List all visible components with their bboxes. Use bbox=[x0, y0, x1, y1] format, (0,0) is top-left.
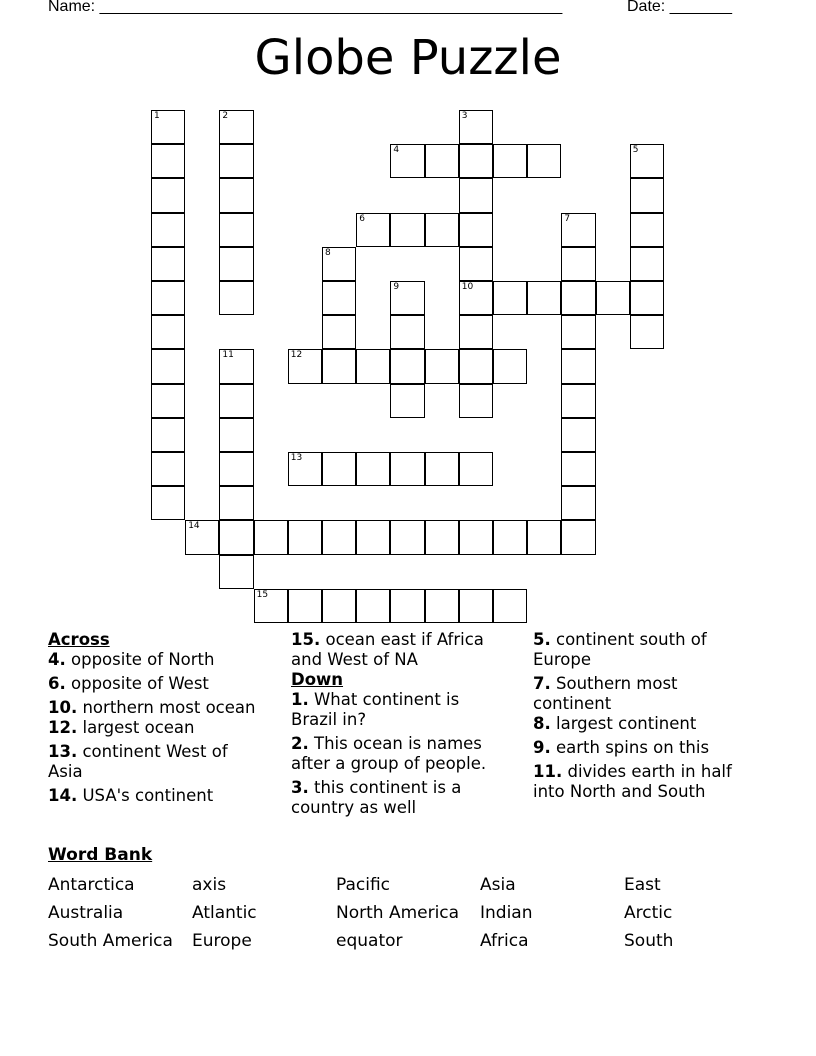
crossword-cell[interactable] bbox=[151, 486, 185, 520]
crossword-cell[interactable] bbox=[425, 589, 459, 623]
crossword-cell[interactable] bbox=[459, 315, 493, 349]
clues-column-2 bbox=[291, 630, 516, 822]
crossword-cell[interactable] bbox=[527, 144, 561, 178]
word-bank-item: Atlantic bbox=[192, 903, 257, 923]
crossword-cell[interactable] bbox=[390, 315, 424, 349]
clue-number: 6 bbox=[359, 213, 365, 224]
word-bank-item: Africa bbox=[480, 931, 529, 951]
crossword-cell[interactable] bbox=[459, 349, 493, 383]
crossword-cell[interactable] bbox=[322, 589, 356, 623]
word-bank-item: Pacific bbox=[336, 875, 391, 895]
crossword-cell[interactable] bbox=[219, 213, 253, 247]
clue-across-6: 6. opposite of West bbox=[48, 674, 209, 693]
word-bank-item: Asia bbox=[480, 875, 516, 895]
crossword-cell[interactable] bbox=[425, 144, 459, 178]
crossword-cell[interactable] bbox=[219, 178, 253, 212]
clue-down-1: 1. What continent is Brazil in? bbox=[291, 690, 460, 729]
crossword-cell[interactable] bbox=[219, 110, 253, 144]
crossword-cell[interactable] bbox=[254, 520, 288, 554]
crossword-cell[interactable] bbox=[322, 349, 356, 383]
clue-number: 3 bbox=[461, 111, 468, 121]
crossword-cell[interactable] bbox=[151, 144, 185, 178]
crossword-cell[interactable] bbox=[288, 349, 322, 383]
word-bank-item: Arctic bbox=[624, 903, 673, 923]
crossword-cell[interactable] bbox=[151, 452, 185, 486]
crossword-cell[interactable] bbox=[493, 281, 527, 315]
clue-across-12: 12. largest ocean bbox=[48, 718, 195, 737]
crossword-cell[interactable] bbox=[219, 281, 253, 315]
crossword-cell[interactable] bbox=[356, 452, 390, 486]
clues-column-1 bbox=[48, 630, 278, 810]
down-header: Down bbox=[291, 670, 344, 689]
crossword-cell[interactable] bbox=[288, 520, 322, 554]
crossword-cell[interactable] bbox=[630, 281, 664, 315]
crossword-cell[interactable] bbox=[390, 349, 424, 383]
word-bank-item: Antarctica bbox=[48, 875, 135, 895]
crossword-cell[interactable] bbox=[322, 520, 356, 554]
crossword-cell[interactable] bbox=[185, 520, 219, 554]
crossword-cell[interactable] bbox=[459, 178, 493, 212]
clue-number: 14 bbox=[188, 521, 200, 532]
crossword-cell[interactable] bbox=[493, 144, 527, 178]
clue-down-2: 2. This ocean is names after a group of people. bbox=[291, 734, 487, 773]
clue-number: 9 bbox=[393, 282, 400, 292]
crossword-cell[interactable] bbox=[390, 452, 424, 486]
crossword-cell[interactable] bbox=[459, 247, 493, 281]
clue-across-10: 10. northern most ocean bbox=[48, 698, 256, 717]
word-bank-item: North America bbox=[336, 903, 460, 923]
crossword-cell[interactable] bbox=[561, 384, 595, 418]
crossword-cell[interactable] bbox=[151, 247, 185, 281]
crossword-cell[interactable] bbox=[561, 418, 595, 452]
crossword-cell[interactable] bbox=[561, 213, 595, 247]
word-bank-item: Europe bbox=[192, 931, 252, 951]
crossword-cell[interactable] bbox=[322, 281, 356, 315]
word-bank-title: Word Bank bbox=[48, 845, 153, 865]
crossword-cell[interactable] bbox=[390, 144, 424, 178]
crossword-cell[interactable] bbox=[459, 384, 493, 418]
clue-down-7: 7. Southern most continent bbox=[533, 674, 678, 713]
crossword-cell[interactable] bbox=[288, 452, 322, 486]
crossword-cell[interactable] bbox=[390, 281, 424, 315]
crossword-cell[interactable] bbox=[527, 520, 561, 554]
crossword-cell[interactable] bbox=[630, 247, 664, 281]
crossword-cell[interactable] bbox=[356, 589, 390, 623]
crossword-cell[interactable] bbox=[561, 281, 595, 315]
date-field-label: Date: _______ bbox=[627, 0, 732, 15]
crossword-cell[interactable] bbox=[425, 520, 459, 554]
clue-number: 7 bbox=[564, 213, 571, 224]
crossword-cell[interactable] bbox=[151, 110, 185, 144]
crossword-cell[interactable] bbox=[356, 349, 390, 383]
word-bank-item: South bbox=[624, 931, 674, 951]
crossword-cell[interactable] bbox=[254, 589, 288, 623]
page-title: Globe Puzzle bbox=[254, 30, 562, 86]
word-bank-item: axis bbox=[192, 875, 227, 895]
clue-number: 8 bbox=[325, 247, 331, 258]
clue-across-15: 15. ocean east if Africa and West of NA bbox=[291, 630, 484, 669]
crossword-cell[interactable] bbox=[219, 349, 253, 383]
crossword-cell[interactable] bbox=[390, 520, 424, 554]
crossword-cell[interactable] bbox=[322, 247, 356, 281]
crossword-cell[interactable] bbox=[219, 452, 253, 486]
crossword-cell[interactable] bbox=[151, 384, 185, 418]
clue-across-13: 13. continent West of Asia bbox=[48, 742, 228, 781]
crossword-cell[interactable] bbox=[151, 418, 185, 452]
crossword-cell[interactable] bbox=[322, 452, 356, 486]
crossword-cell[interactable] bbox=[459, 281, 493, 315]
crossword-cell[interactable] bbox=[630, 315, 664, 349]
crossword-cell[interactable] bbox=[322, 315, 356, 349]
crossword-cell[interactable] bbox=[561, 520, 595, 554]
clue-number: 5 bbox=[632, 145, 639, 156]
crossword-cell[interactable] bbox=[288, 589, 322, 623]
crossword-cell[interactable] bbox=[219, 486, 253, 520]
crossword-cell[interactable] bbox=[219, 144, 253, 178]
crossword-cell[interactable] bbox=[356, 213, 390, 247]
clue-across-14: 14. USA's continent bbox=[48, 786, 214, 805]
clue-number: 11 bbox=[222, 350, 234, 361]
crossword-cell[interactable] bbox=[493, 520, 527, 554]
word-bank-item: equator bbox=[336, 931, 403, 951]
crossword-cell[interactable] bbox=[459, 452, 493, 486]
crossword-cell[interactable] bbox=[527, 281, 561, 315]
crossword-cell[interactable] bbox=[630, 178, 664, 212]
crossword-cell[interactable] bbox=[561, 486, 595, 520]
clue-number: 4 bbox=[393, 145, 400, 156]
name-field-label: Name: ____________________________________________________ bbox=[48, 0, 563, 15]
crossword-cell[interactable] bbox=[219, 418, 253, 452]
crossword-cell[interactable] bbox=[459, 520, 493, 554]
crossword-cell[interactable] bbox=[561, 315, 595, 349]
crossword-cell[interactable] bbox=[219, 555, 253, 589]
clue-down-8: 8. largest continent bbox=[533, 714, 697, 733]
crossword-cell[interactable] bbox=[390, 589, 424, 623]
word-bank-item: Indian bbox=[480, 903, 533, 923]
word-bank-item: East bbox=[624, 875, 661, 895]
crossword-cell[interactable] bbox=[151, 213, 185, 247]
crossword-cell[interactable] bbox=[459, 110, 493, 144]
crossword-cell[interactable] bbox=[425, 213, 459, 247]
clue-across-4: 4. opposite of North bbox=[48, 650, 215, 669]
crossword-cell[interactable] bbox=[493, 349, 527, 383]
crossword-cell[interactable] bbox=[459, 213, 493, 247]
crossword-cell[interactable] bbox=[493, 589, 527, 623]
crossword-cell[interactable] bbox=[151, 281, 185, 315]
crossword-cell[interactable] bbox=[561, 452, 595, 486]
clue-down-3: 3. this continent is a country as well bbox=[291, 778, 462, 817]
crossword-cell[interactable] bbox=[459, 144, 493, 178]
clue-number: 1 bbox=[154, 111, 160, 121]
clue-down-9: 9. earth spins on this bbox=[533, 738, 710, 757]
crossword-cell[interactable] bbox=[390, 213, 424, 247]
crossword-cell[interactable] bbox=[630, 144, 664, 178]
clue-down-5: 5. continent south of Europe bbox=[533, 630, 707, 669]
crossword-cell[interactable] bbox=[151, 178, 185, 212]
word-bank-item: Australia bbox=[48, 903, 124, 923]
crossword-cell[interactable] bbox=[219, 247, 253, 281]
word-bank-item: South America bbox=[48, 931, 173, 951]
crossword-cell[interactable] bbox=[459, 589, 493, 623]
crossword-cell[interactable] bbox=[596, 281, 630, 315]
clue-number: 15 bbox=[256, 589, 269, 600]
crossword-cell[interactable] bbox=[425, 349, 459, 383]
across-header: Across bbox=[48, 630, 110, 649]
crossword-cell[interactable] bbox=[390, 384, 424, 418]
clue-number: 13 bbox=[290, 453, 303, 463]
clue-down-11: 11. divides earth in half into North and South bbox=[533, 762, 732, 801]
crossword-cell[interactable] bbox=[425, 452, 459, 486]
crossword-cell[interactable] bbox=[219, 520, 253, 554]
crossword-cell[interactable] bbox=[630, 213, 664, 247]
crossword-cell[interactable] bbox=[561, 349, 595, 383]
crossword-cell[interactable] bbox=[151, 349, 185, 383]
crossword-cell[interactable] bbox=[356, 520, 390, 554]
crossword-cell[interactable] bbox=[219, 384, 253, 418]
clues-column-3 bbox=[533, 630, 758, 806]
crossword-cell[interactable] bbox=[561, 247, 595, 281]
crossword-cell[interactable] bbox=[151, 315, 185, 349]
clue-number: 10 bbox=[461, 282, 474, 292]
clue-number: 2 bbox=[222, 111, 229, 121]
clue-number: 12 bbox=[290, 350, 303, 361]
